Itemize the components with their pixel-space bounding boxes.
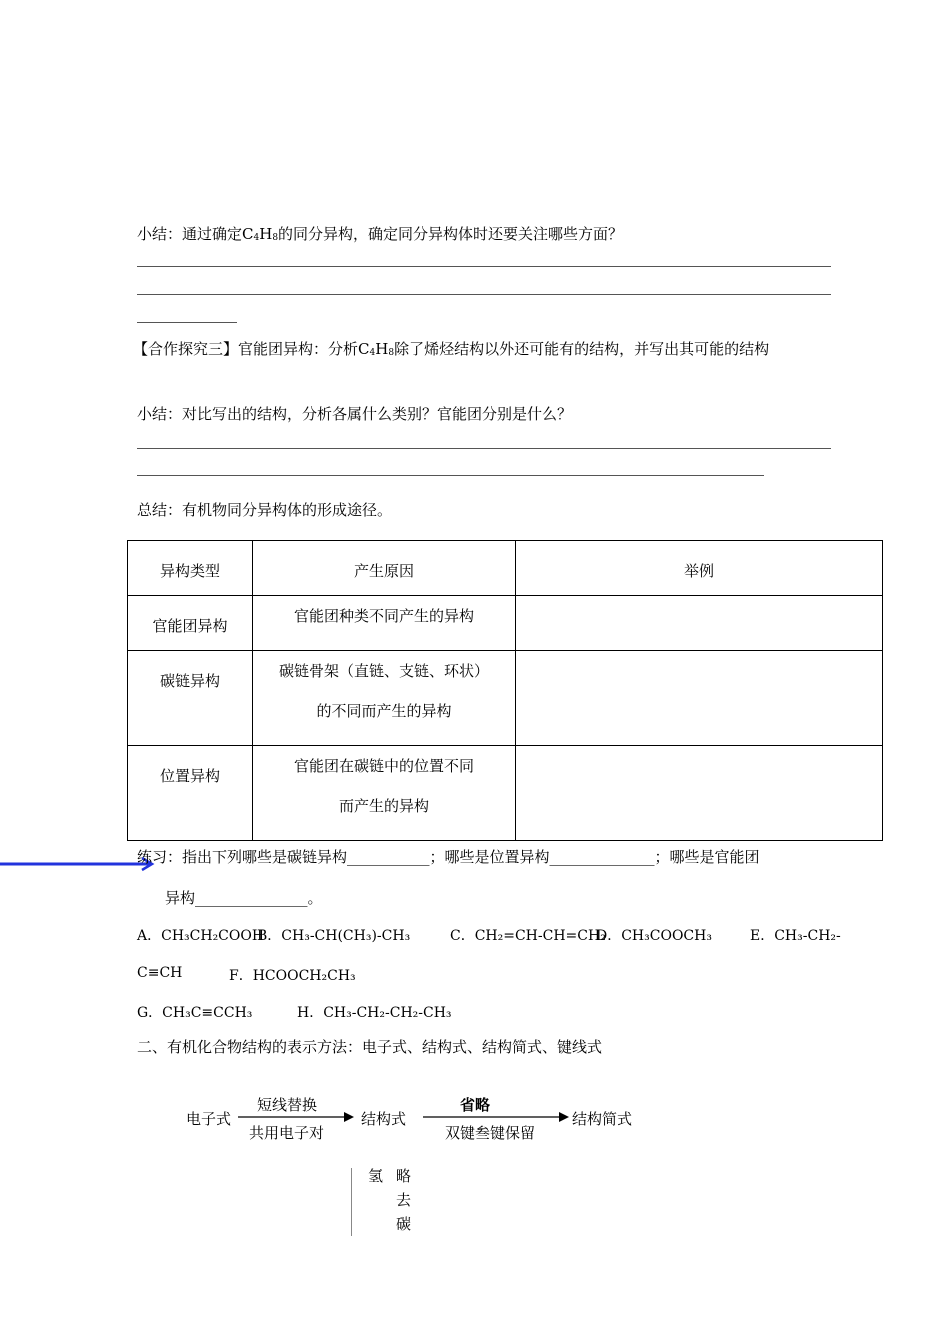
exercise-prompt-d: 异构 — [165, 889, 196, 907]
answer-line[interactable] — [137, 294, 831, 295]
summary-1-text-b: 的同分异构，确定同分异构体时还要关注哪些方面？ — [278, 225, 624, 243]
exercise-period: 。 — [307, 889, 323, 907]
option-d: D．CH₃COOCH₃ — [596, 928, 712, 944]
table-cell-type: 官能团异构 — [128, 596, 253, 651]
blank-carbon-chain[interactable]: ___________ — [347, 848, 430, 866]
note-char: 碳 — [396, 1215, 412, 1233]
blank-functional-group[interactable]: _______________ — [195, 889, 308, 907]
flow-node-electron-formula: 电子式 — [186, 1110, 232, 1128]
flow-arrow-1-bottom: 共用电子对 — [249, 1124, 325, 1142]
coop-inquiry-3-text-mid: H — [375, 340, 389, 358]
table-cell-example[interactable] — [516, 596, 883, 651]
table-cell-reason — [253, 596, 516, 651]
table-cell-example[interactable] — [516, 651, 883, 746]
coop-inquiry-3-sub-1: 4 — [369, 348, 376, 358]
clipped-text-fragment — [346, 1168, 352, 1236]
option-b: B．CH₃-CH(CH₃)-CH₃ — [257, 928, 411, 944]
coop-inquiry-3 — [133, 338, 769, 359]
table-cell-type: 碳链异构 — [128, 651, 253, 746]
table-header-row — [128, 541, 883, 596]
flow-arrow-2-top: 省略 — [460, 1096, 491, 1114]
pointer-arrow-icon — [0, 855, 160, 873]
table-cell-reason — [253, 651, 516, 746]
summary-3: 总结：有机物同分异构体的形成途径。 — [137, 501, 393, 519]
answer-line[interactable] — [137, 266, 831, 267]
table-header-cell: 异构类型 — [128, 541, 253, 596]
summary-1-text-mid: H — [259, 225, 273, 243]
table-header-cell: 产生原因 — [253, 541, 516, 596]
option-e: E．CH₃-CH₂- — [750, 928, 841, 944]
flow-arrow-1-icon — [238, 1110, 354, 1124]
table-cell-example[interactable] — [516, 746, 883, 841]
answer-line[interactable] — [137, 448, 831, 449]
reason-line: 官能团种类不同产生的异构 — [293, 607, 474, 625]
isomer-type-table — [127, 540, 883, 841]
exercise-prompt: 练习：指出下列哪些是碳链异构 — [137, 848, 348, 866]
answer-line[interactable] — [137, 475, 764, 476]
blank-position[interactable]: ______________ — [549, 848, 655, 866]
table-row — [128, 596, 883, 651]
option-c: C．CH₂=CH-CH=CH₂ — [450, 928, 606, 944]
option-e-continued: C≡CH — [137, 965, 183, 981]
flow-arrow-2-bottom: 双键叁键保留 — [445, 1124, 536, 1142]
table-cell-reason — [253, 746, 516, 841]
reason-line: 碳链骨架（直链、支链、环状） — [278, 662, 489, 680]
reason-line: 的不同而产生的异构 — [316, 702, 452, 720]
note-char: 去 — [396, 1191, 412, 1209]
section-2-heading: 二、有机化合物结构的表示方法：电子式、结构式、结构简式、键线式 — [137, 1038, 603, 1056]
note-char: 氢 — [368, 1167, 384, 1185]
summary-1-sub-1: 4 — [253, 233, 260, 243]
flow-arrow-1-top: 短线替换 — [257, 1096, 318, 1114]
table-cell-type: 位置异构 — [128, 746, 253, 841]
coop-inquiry-3-heading: 【合作探究三】 — [133, 340, 239, 358]
exercise-line-1 — [137, 846, 760, 867]
table-row — [128, 746, 883, 841]
coop-inquiry-3-text-a: 官能团异构：分析C — [238, 340, 370, 358]
summary-1-sub-2: 8 — [272, 233, 279, 243]
flow-node-structural-formula: 结构式 — [361, 1110, 407, 1128]
option-g: G．CH₃C≡CCH₃ — [137, 1005, 253, 1021]
exercise-line-2 — [165, 887, 323, 908]
exercise-prompt-c: ；哪些是官能团 — [654, 848, 760, 866]
option-a: A．CH₃CH₂COOH — [137, 928, 265, 944]
table-row — [128, 651, 883, 746]
table-header-cell: 举例 — [516, 541, 883, 596]
summary-1-text-a: 小结：通过确定C — [137, 225, 254, 243]
option-f: F．HCOOCH₂CH₃ — [229, 968, 356, 984]
exercise-prompt-b: ；哪些是位置异构 — [429, 848, 550, 866]
flow-arrow-2-icon — [423, 1110, 569, 1124]
reason-line: 官能团在碳链中的位置不同 — [293, 757, 474, 775]
answer-line[interactable] — [137, 322, 237, 323]
coop-inquiry-3-text-b: 除了烯烃结构以外还可能有的结构，并写出其可能的结构 — [394, 340, 770, 358]
summary-1 — [137, 223, 623, 244]
option-h: H．CH₃-CH₂-CH₂-CH₃ — [297, 1005, 452, 1021]
note-char: 略 — [396, 1167, 412, 1185]
coop-inquiry-3-sub-2: 8 — [388, 348, 395, 358]
reason-line: 而产生的异构 — [338, 797, 429, 815]
flow-node-condensed-formula: 结构简式 — [572, 1110, 633, 1128]
summary-2: 小结：对比写出的结构，分析各属什么类别？官能团分别是什么？ — [137, 405, 573, 423]
